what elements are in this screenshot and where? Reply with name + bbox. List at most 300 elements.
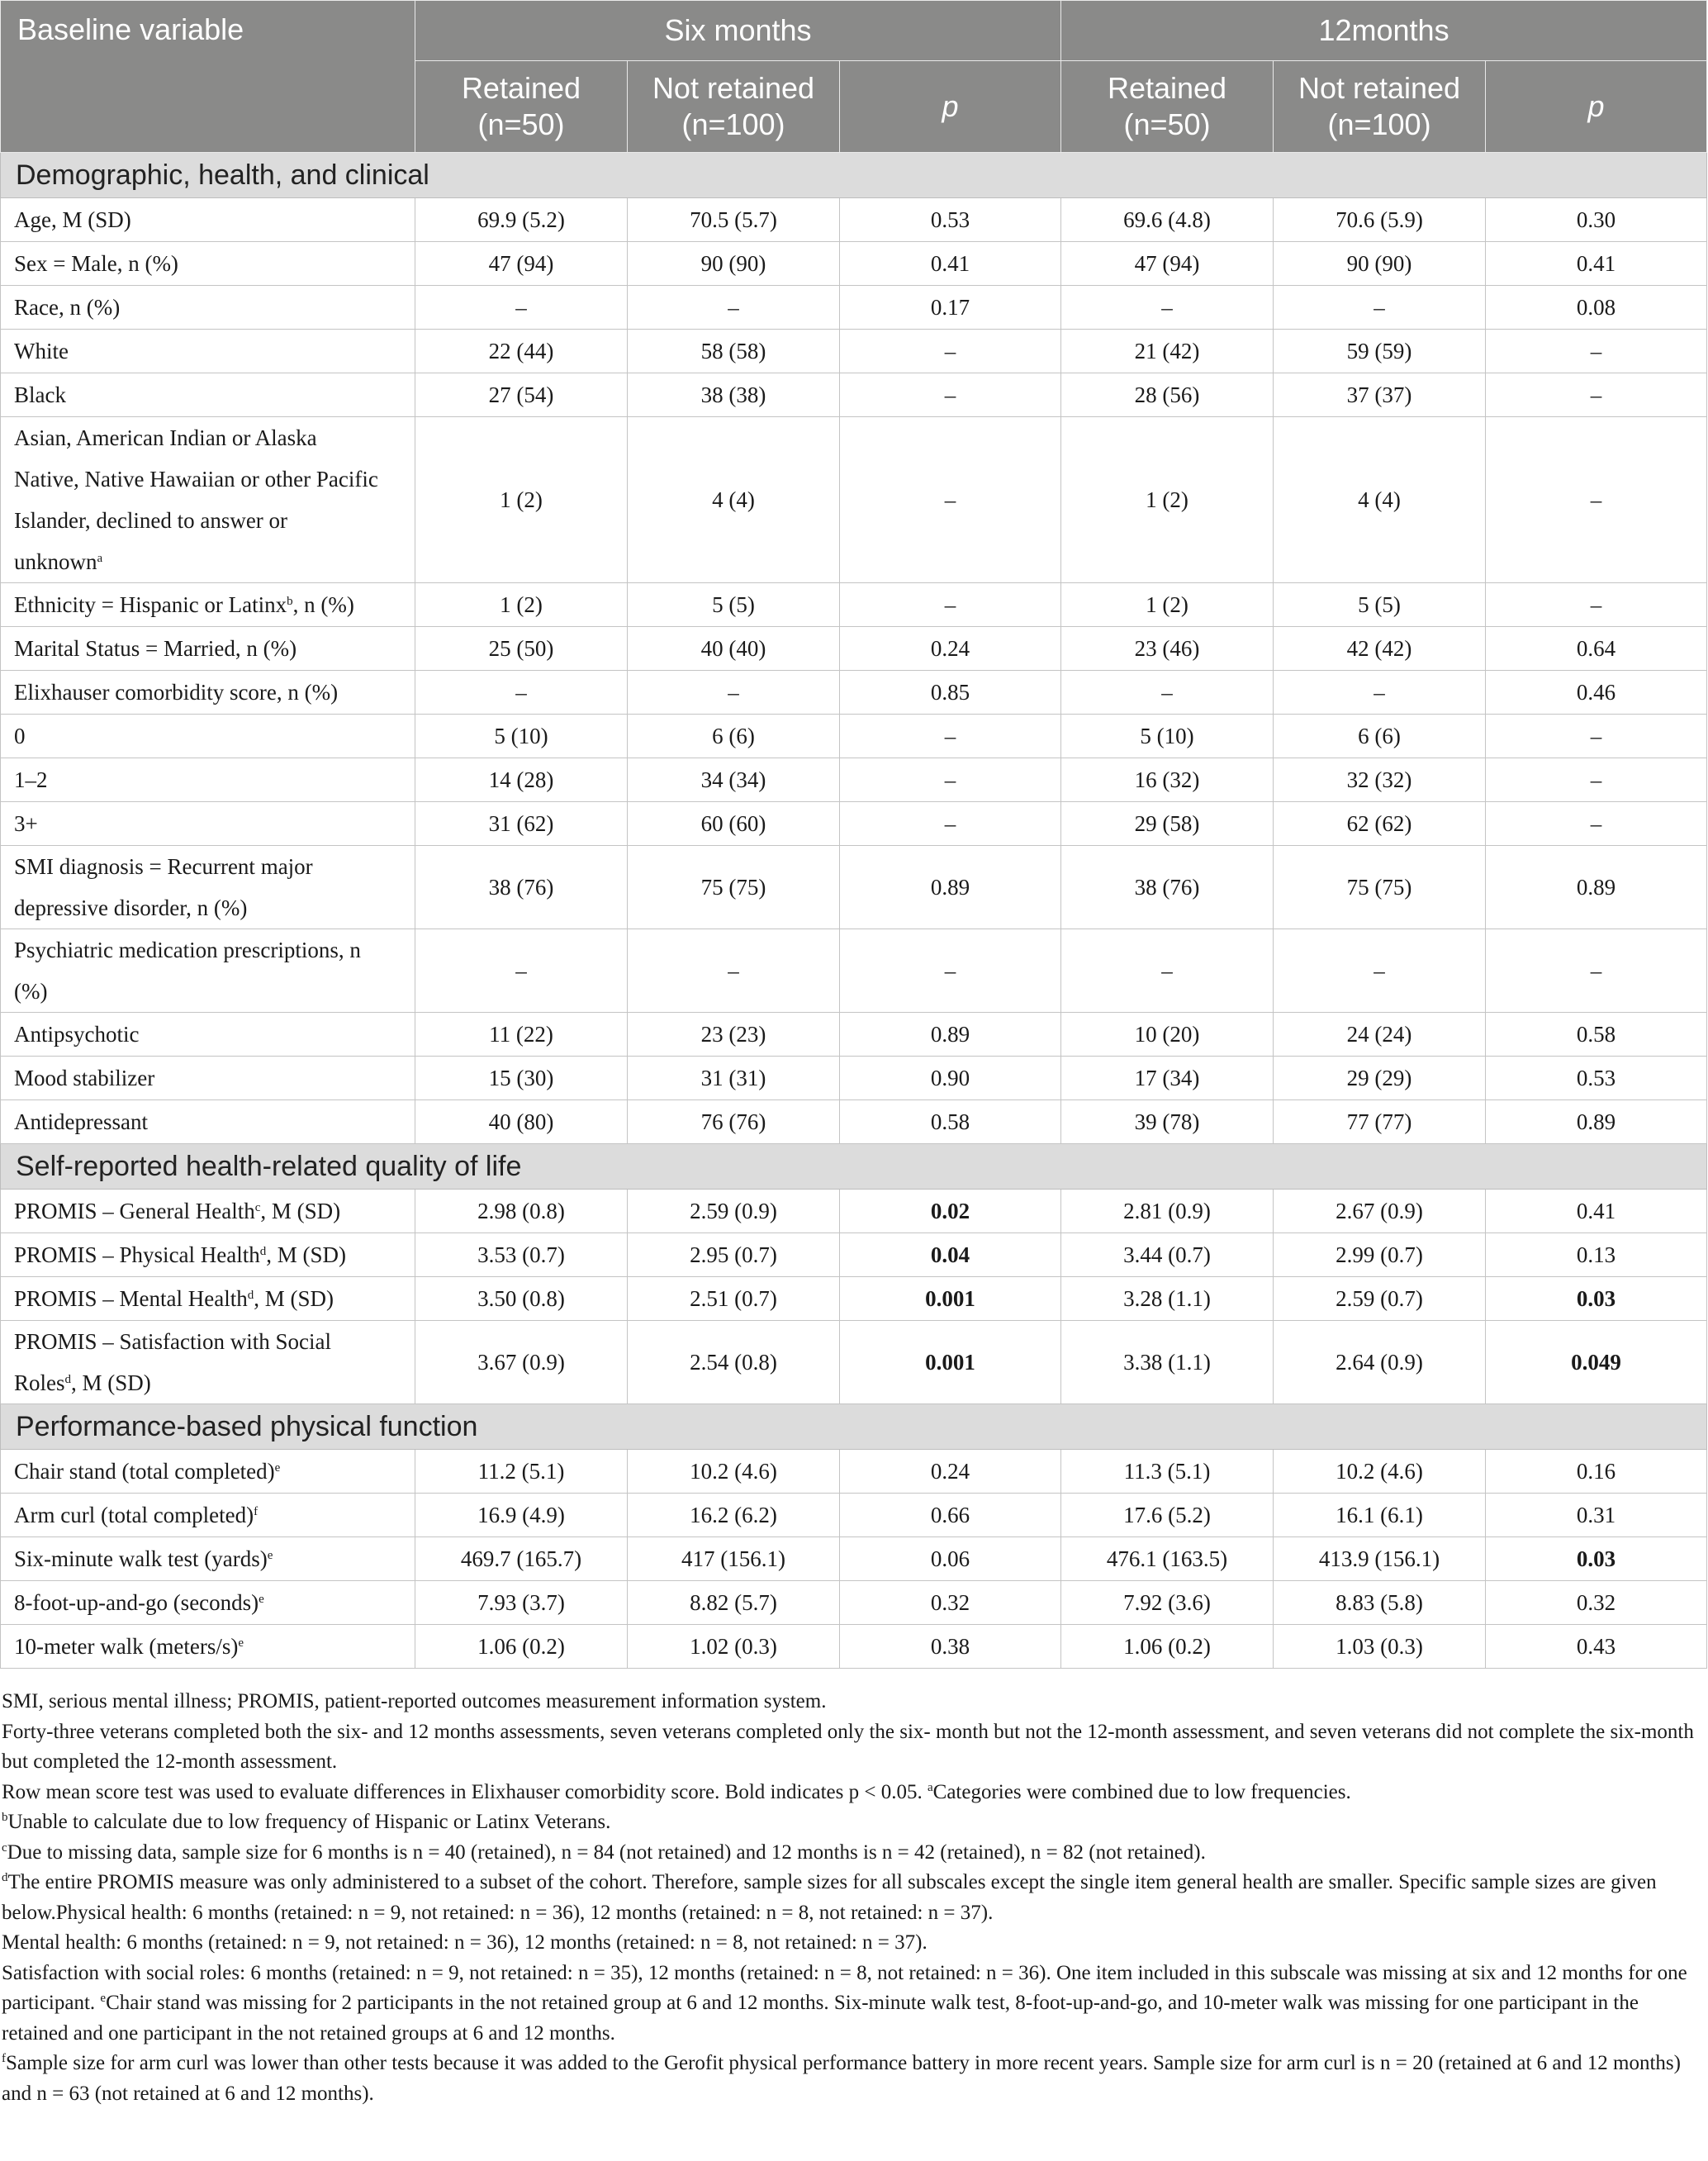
table-row [1,1537,1707,1581]
row-label [1,242,415,286]
table-row [1,802,1707,846]
header-retained-6m [415,61,628,153]
footnote-marker: b [287,595,293,608]
value-cell: 70.5 (5.7) [628,198,840,242]
retained-n: (n=50) [1123,107,1211,141]
value-cell: 11 (22) [415,1013,628,1057]
value-cell: – [415,286,628,330]
footnote-text: Satisfaction with social roles: 6 months (retained: n = 9, not retained: n = 35), 12 months (retained: n = 8, not retained: n = 36). One item included in this subscale was missing at six and 12 months for one participant. [2,1961,1687,2014]
p-value-cell: – [1486,758,1707,802]
row-label-text: Ethnicity = Hispanic or Latinx [14,592,287,617]
table-row [1,846,1707,929]
p-value-cell: 0.46 [1486,671,1707,715]
value-cell: 16.2 (6.2) [628,1494,840,1537]
value-cell: 413.9 (156.1) [1274,1537,1486,1581]
value-cell: 47 (94) [415,242,628,286]
table-row [1,286,1707,330]
p-value-cell: 0.049 [1486,1321,1707,1404]
value-cell: 17.6 (5.2) [1061,1494,1274,1537]
table-row [1,198,1707,242]
value-cell: 62 (62) [1274,802,1486,846]
p-value-cell: 0.17 [840,286,1061,330]
footnote-text: Chair stand was missing for 2 participants in the not retained group at 6 and 12 months. Six-minute walk test, 8-foot-up-and-go, and 10-meter walk was missing for one participant in the retained and one participant in the not retained groups at 6 and 12 months. [2,1992,1639,2045]
p-value-cell: – [1486,417,1707,583]
p-value-cell: 0.32 [840,1581,1061,1625]
header-row-1 [1,1,1707,61]
value-cell: 37 (37) [1274,373,1486,417]
row-label [1,758,415,802]
row-label [1,373,415,417]
not-retained-label: Not retained [652,71,815,105]
retained-n: (n=50) [477,107,565,141]
not-retained-n: (n=100) [681,107,785,141]
row-label [1,715,415,758]
value-cell: 1 (2) [415,417,628,583]
p-value-cell: 0.13 [1486,1233,1707,1277]
row-label [1,1450,415,1494]
value-cell: 8.83 (5.8) [1274,1581,1486,1625]
header-p-12m [1486,61,1707,153]
footnote-marker: f [2,2052,6,2065]
row-label [1,627,415,671]
p-value-cell: 0.89 [840,1013,1061,1057]
value-cell: 10 (20) [1061,1013,1274,1057]
value-cell: 3.44 (0.7) [1061,1233,1274,1277]
footnote-text: The entire PROMIS measure was only administered to a subset of the cohort. Therefore, sample sizes for all subscales except the single item general health are smaller. Specific sample sizes are given below.Physical health: 6 months (retained: n = 9, not retained: n = 36), 12 months (retained: n = 8, not retained: n = 37). [2,1871,1657,1924]
not-retained-label: Not retained [1298,71,1461,105]
row-label-line: PROMIS – Satisfaction with Social [14,1329,331,1354]
value-cell: 469.7 (165.7) [415,1537,628,1581]
p-value-cell: – [840,929,1061,1013]
row-label [1,1190,415,1233]
value-cell: 10.2 (4.6) [1274,1450,1486,1494]
p-value-cell: 0.58 [1486,1013,1707,1057]
value-cell: 11.2 (5.1) [415,1450,628,1494]
row-label-line: Psychiatric medication prescriptions, n [14,938,361,962]
footnote: SMI, serious mental illness; PROMIS, patient-reported outcomes measurement information system. [2,1690,827,1712]
value-cell: 2.95 (0.7) [628,1233,840,1277]
footnote-text: Due to missing data, sample size for 6 months is n = 40 (retained), n = 84 (not retained) and 12 months is n = 42 (retained), n = 82 (not retained). [7,1840,1206,1864]
footnote-marker: c [254,1201,261,1214]
value-cell: 1.06 (0.2) [415,1625,628,1669]
section-header-row [1,153,1707,198]
table-row [1,1450,1707,1494]
value-cell: 59 (59) [1274,330,1486,373]
footnote-marker: e [274,1461,281,1475]
value-cell: 90 (90) [1274,242,1486,286]
value-cell: 2.64 (0.9) [1274,1321,1486,1404]
table-body [1,153,1707,1669]
row-label-suffix: , M (SD) [71,1370,151,1395]
section-title: Demographic, health, and clinical [1,153,1707,198]
p-value-cell: 0.30 [1486,198,1707,242]
table-row [1,417,1707,583]
table-row [1,671,1707,715]
footnote-text: Sample size for arm curl was lower than other tests because it was added to the Gerofit physical performance battery in more recent years. Sample size for arm curl is n = 20 (retained at 6 and 12 months) and n = 63 (not retained at 6 and 12 months). [2,2052,1681,2105]
footnote [2,1838,1705,1869]
row-label-text: PROMIS – Mental Health [14,1286,248,1311]
footnote [2,1959,1705,2049]
row-label-line: Asian, American Indian or Alaska [14,425,317,450]
value-cell: 6 (6) [628,715,840,758]
value-cell: 31 (31) [628,1057,840,1100]
p-value-cell: 0.001 [840,1321,1061,1404]
value-cell: 27 (54) [415,373,628,417]
row-label [1,1233,415,1277]
footnote-marker: d [2,1871,8,1884]
footnote: Mental health: 6 months (retained: n = 9, not retained: n = 36), 12 months (retained: n = 8, not retained: n = 37). [2,1931,928,1954]
value-cell: 38 (76) [1061,846,1274,929]
p-value-cell: – [840,583,1061,627]
table-footnotes [0,1687,1705,2109]
value-cell: 10.2 (4.6) [628,1450,840,1494]
value-cell: 58 (58) [628,330,840,373]
footnote [2,2049,1705,2109]
row-label-line: Islander, declined to answer or [14,508,288,533]
value-cell: 3.50 (0.8) [415,1277,628,1321]
header-p-6m [840,61,1061,153]
value-cell: 16.9 (4.9) [415,1494,628,1537]
p-value-cell: 0.08 [1486,286,1707,330]
row-label-text: Antidepressant [14,1109,148,1134]
row-label-suffix: , M (SD) [260,1199,341,1223]
row-label-text: 3+ [14,811,38,836]
row-label [1,417,415,583]
p-label: p [942,89,959,123]
table-row [1,583,1707,627]
row-label-line: unknown [14,549,97,574]
value-cell: 75 (75) [628,846,840,929]
value-cell: 32 (32) [1274,758,1486,802]
footnote-marker: a [927,1780,933,1794]
footnote-marker: e [259,1593,264,1606]
value-cell: 42 (42) [1274,627,1486,671]
value-cell: 1 (2) [1061,583,1274,627]
value-cell: 5 (5) [1274,583,1486,627]
table-row [1,1581,1707,1625]
value-cell: 29 (58) [1061,802,1274,846]
value-cell: 3.67 (0.9) [415,1321,628,1404]
value-cell: 47 (94) [1061,242,1274,286]
footnote-marker: d [64,1373,72,1386]
row-label-text: Chair stand (total completed) [14,1459,275,1484]
p-value-cell: 0.06 [840,1537,1061,1581]
p-value-cell: 0.66 [840,1494,1061,1537]
value-cell: 5 (10) [415,715,628,758]
value-cell: 69.6 (4.8) [1061,198,1274,242]
value-cell: 16.1 (6.1) [1274,1494,1486,1537]
value-cell: 75 (75) [1274,846,1486,929]
footnote-marker: d [259,1245,267,1258]
value-cell: 28 (56) [1061,373,1274,417]
table-row [1,1057,1707,1100]
p-value-cell: 0.89 [1486,846,1707,929]
header-twelve-months: 12months [1061,1,1707,61]
p-value-cell: 0.24 [840,1450,1061,1494]
p-value-cell: 0.53 [1486,1057,1707,1100]
value-cell: 76 (76) [628,1100,840,1144]
value-cell: 60 (60) [628,802,840,846]
p-value-cell: 0.43 [1486,1625,1707,1669]
value-cell: – [415,929,628,1013]
header-six-months: Six months [415,1,1061,61]
value-cell: – [1061,671,1274,715]
table-row [1,1233,1707,1277]
row-label [1,286,415,330]
value-cell: – [1274,671,1486,715]
row-label-text: 8-foot-up-and-go (seconds) [14,1590,259,1615]
value-cell: 21 (42) [1061,330,1274,373]
value-cell: 77 (77) [1274,1100,1486,1144]
value-cell: 38 (76) [415,846,628,929]
value-cell: 3.53 (0.7) [415,1233,628,1277]
section-header-row [1,1404,1707,1450]
value-cell: – [1061,929,1274,1013]
row-label-text: 10-meter walk (meters/s) [14,1634,239,1659]
value-cell: – [1061,286,1274,330]
value-cell: 476.1 (163.5) [1061,1537,1274,1581]
p-value-cell: 0.89 [1486,1100,1707,1144]
p-value-cell: – [1486,715,1707,758]
footnote [2,1868,1705,1928]
retained-label: Retained [461,71,581,105]
value-cell: 3.38 (1.1) [1061,1321,1274,1404]
row-label [1,1321,415,1404]
p-value-cell: 0.89 [840,846,1061,929]
row-label-suffix: , n (%) [292,592,354,617]
p-value-cell: 0.90 [840,1057,1061,1100]
p-value-cell: 0.38 [840,1625,1061,1669]
table-row [1,1013,1707,1057]
header-baseline-variable: Baseline variable [1,1,415,153]
p-value-cell: – [840,715,1061,758]
value-cell: 40 (80) [415,1100,628,1144]
value-cell: 24 (24) [1274,1013,1486,1057]
footnote [2,1807,1705,1838]
table-row [1,1625,1707,1669]
section-header-row [1,1144,1707,1190]
value-cell: – [628,929,840,1013]
p-value-cell: 0.58 [840,1100,1061,1144]
value-cell: – [415,671,628,715]
row-label-text: Six-minute walk test (yards) [14,1546,268,1571]
value-cell: 40 (40) [628,627,840,671]
row-label [1,1057,415,1100]
p-value-cell: – [840,330,1061,373]
value-cell: 1.03 (0.3) [1274,1625,1486,1669]
p-value-cell: 0.24 [840,627,1061,671]
p-value-cell: – [840,417,1061,583]
value-cell: 23 (23) [628,1013,840,1057]
p-value-cell: – [1486,929,1707,1013]
p-value-cell: 0.64 [1486,627,1707,671]
value-cell: 69.9 (5.2) [415,198,628,242]
value-cell: 2.98 (0.8) [415,1190,628,1233]
value-cell: 2.54 (0.8) [628,1321,840,1404]
value-cell: 1 (2) [1061,417,1274,583]
row-label-text: Elixhauser comorbidity score, n (%) [14,680,339,705]
row-label-line: Native, Native Hawaiian or other Pacific [14,467,378,492]
section-title: Performance-based physical function [1,1404,1707,1450]
p-value-cell: 0.02 [840,1190,1061,1233]
value-cell: 16 (32) [1061,758,1274,802]
row-label-text: Marital Status = Married, n (%) [14,636,297,661]
row-label-text: 0 [14,724,26,748]
footnote-text: Unable to calculate due to low frequency of Hispanic or Latinx Veterans. [7,1811,611,1833]
row-label-line: Roles [14,1370,65,1395]
value-cell: 2.99 (0.7) [1274,1233,1486,1277]
value-cell: 4 (4) [1274,417,1486,583]
footnote [2,1778,1705,1808]
value-cell: 29 (29) [1274,1057,1486,1100]
p-value-cell: 0.53 [840,198,1061,242]
p-value-cell: 0.001 [840,1277,1061,1321]
value-cell: – [628,671,840,715]
value-cell: 2.81 (0.9) [1061,1190,1274,1233]
footnote-text: Categories were combined due to low frequencies. [932,1780,1351,1803]
row-label-suffix: , M (SD) [266,1242,347,1267]
value-cell: 8.82 (5.7) [628,1581,840,1625]
footnote-marker: c [2,1840,7,1855]
header-retained-12m [1061,61,1274,153]
value-cell: 2.59 (0.9) [628,1190,840,1233]
value-cell: 1 (2) [415,583,628,627]
value-cell: 5 (10) [1061,715,1274,758]
value-cell: 7.93 (3.7) [415,1581,628,1625]
value-cell: – [628,286,840,330]
row-label [1,1581,415,1625]
row-label-text: Arm curl (total completed) [14,1503,254,1527]
table-row [1,758,1707,802]
p-value-cell: 0.04 [840,1233,1061,1277]
value-cell: 15 (30) [415,1057,628,1100]
footnote: Forty-three veterans completed both the six- and 12 months assessments, seven veterans completed only the six- month but not the 12-month assessment, and seven veterans did not complete the six-month but completed the 12-month assessment. [2,1720,1694,1773]
row-label [1,671,415,715]
row-label [1,929,415,1013]
table-row [1,715,1707,758]
table-row [1,1494,1707,1537]
section-title: Self-reported health-related quality of life [1,1144,1707,1190]
row-label [1,1277,415,1321]
row-label-text: Sex = Male, n (%) [14,251,178,276]
p-value-cell: 0.41 [1486,242,1707,286]
table-row [1,1100,1707,1144]
table-row [1,330,1707,373]
row-label [1,846,415,929]
row-label [1,330,415,373]
p-value-cell: – [840,373,1061,417]
p-value-cell: – [840,758,1061,802]
row-label [1,1013,415,1057]
table-row [1,627,1707,671]
row-label [1,198,415,242]
value-cell: 25 (50) [415,627,628,671]
value-cell: 1.02 (0.3) [628,1625,840,1669]
table-row [1,373,1707,417]
row-label-line: SMI diagnosis = Recurrent major [14,854,313,879]
value-cell: 22 (44) [415,330,628,373]
value-cell: 5 (5) [628,583,840,627]
row-label-text: 1–2 [14,767,48,792]
value-cell: 3.28 (1.1) [1061,1277,1274,1321]
value-cell: 6 (6) [1274,715,1486,758]
row-label [1,1625,415,1669]
value-cell: 34 (34) [628,758,840,802]
value-cell: 23 (46) [1061,627,1274,671]
p-value-cell: 0.16 [1486,1450,1707,1494]
value-cell: 2.51 (0.7) [628,1277,840,1321]
p-label: p [1587,89,1605,123]
value-cell: 70.6 (5.9) [1274,198,1486,242]
p-value-cell: – [840,802,1061,846]
footnote-marker: e [267,1549,273,1562]
row-label-suffix: , M (SD) [254,1286,334,1311]
value-cell: 2.67 (0.9) [1274,1190,1486,1233]
row-label-text: Antipsychotic [14,1022,140,1047]
p-value-cell: 0.31 [1486,1494,1707,1537]
value-cell: – [1274,929,1486,1013]
row-label-text: Age, M (SD) [14,207,131,232]
p-value-cell: 0.32 [1486,1581,1707,1625]
footnote-marker: e [238,1636,244,1650]
value-cell: 14 (28) [415,758,628,802]
p-value-cell: – [1486,373,1707,417]
row-label [1,1494,415,1537]
table-row [1,1321,1707,1404]
value-cell: 417 (156.1) [628,1537,840,1581]
value-cell: 7.92 (3.6) [1061,1581,1274,1625]
p-value-cell: 0.41 [840,242,1061,286]
header-not-retained-12m [1274,61,1486,153]
retained-label: Retained [1107,71,1227,105]
p-value-cell: – [1486,802,1707,846]
row-label [1,802,415,846]
value-cell: 38 (38) [628,373,840,417]
row-label-text: PROMIS – Physical Health [14,1242,260,1267]
p-value-cell: – [1486,583,1707,627]
footnote-marker: b [2,1811,8,1824]
footnote-marker: a [97,552,103,565]
p-value-cell: 0.41 [1486,1190,1707,1233]
value-cell: 2.59 (0.7) [1274,1277,1486,1321]
value-cell: 1.06 (0.2) [1061,1625,1274,1669]
row-label [1,583,415,627]
not-retained-n: (n=100) [1327,107,1431,141]
p-value-cell: 0.03 [1486,1537,1707,1581]
row-label-text: Mood stabilizer [14,1066,155,1090]
row-label-text: PROMIS – General Health [14,1199,255,1223]
row-label-line: depressive disorder, n (%) [14,895,248,920]
row-label [1,1537,415,1581]
row-label-text: Black [14,382,66,407]
value-cell: 90 (90) [628,242,840,286]
footnote-marker: d [247,1289,254,1302]
table-row [1,1190,1707,1233]
value-cell: 11.3 (5.1) [1061,1450,1274,1494]
header-not-retained-6m [628,61,840,153]
value-cell: 39 (78) [1061,1100,1274,1144]
table-row [1,242,1707,286]
p-value-cell: 0.85 [840,671,1061,715]
row-label-line: (%) [14,979,48,1004]
value-cell: 31 (62) [415,802,628,846]
value-cell: – [1274,286,1486,330]
footnote-marker: f [254,1505,259,1518]
footnote-marker: e [100,1992,107,2005]
p-value-cell: 0.03 [1486,1277,1707,1321]
footnote-text: Row mean score test was used to evaluate differences in Elixhauser comorbidity score. Bold indicates p < 0.05. [2,1780,928,1803]
row-label-text: Race, n (%) [14,295,121,320]
